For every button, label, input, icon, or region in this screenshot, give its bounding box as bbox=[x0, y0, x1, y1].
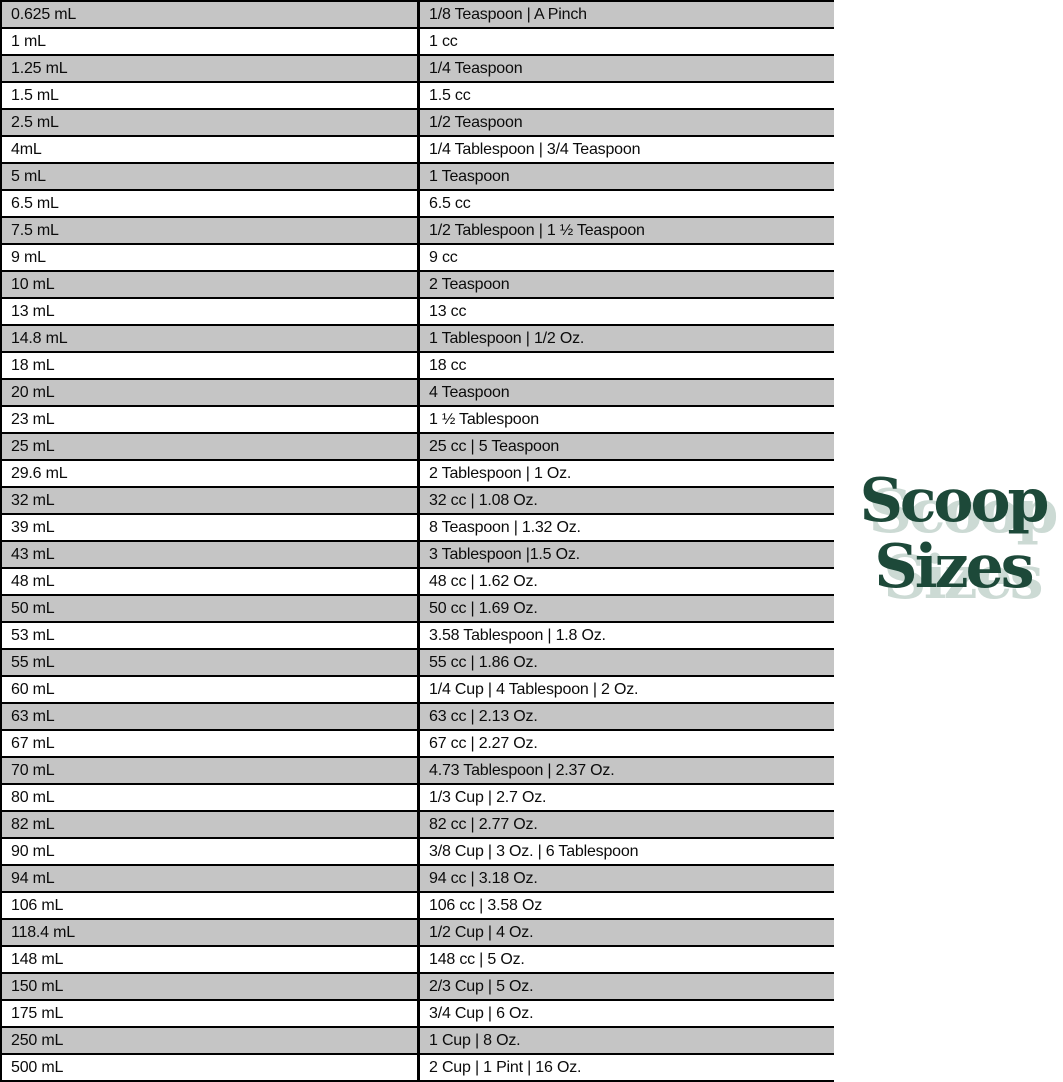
table-row bbox=[1, 514, 834, 541]
equivalent-cell: 106 cc | 3.58 Oz bbox=[419, 892, 835, 919]
table-row bbox=[1, 595, 834, 622]
equivalent-cell: 13 cc bbox=[419, 298, 835, 325]
table-row bbox=[1, 892, 834, 919]
table-row bbox=[1, 703, 834, 730]
table-row bbox=[1, 1054, 834, 1081]
equivalent-cell: 8 Teaspoon | 1.32 Oz. bbox=[419, 514, 835, 541]
equivalent-cell: 55 cc | 1.86 Oz. bbox=[419, 649, 835, 676]
milliliter-cell: 90 mL bbox=[1, 838, 419, 865]
table-row bbox=[1, 487, 834, 514]
milliliter-cell: 10 mL bbox=[1, 271, 419, 298]
equivalent-cell: 2 Tablespoon | 1 Oz. bbox=[419, 460, 835, 487]
table-row bbox=[1, 55, 834, 82]
equivalent-cell: 18 cc bbox=[419, 352, 835, 379]
milliliter-cell: 0.625 mL bbox=[1, 1, 419, 28]
table-row bbox=[1, 757, 834, 784]
table-row bbox=[1, 406, 834, 433]
equivalent-cell: 1/8 Teaspoon | A Pinch bbox=[419, 1, 835, 28]
equivalent-cell: 3/8 Cup | 3 Oz. | 6 Tablespoon bbox=[419, 838, 835, 865]
table-row bbox=[1, 730, 834, 757]
equivalent-cell: 3/4 Cup | 6 Oz. bbox=[419, 1000, 835, 1027]
equivalent-cell: 1/3 Cup | 2.7 Oz. bbox=[419, 784, 835, 811]
table-row bbox=[1, 190, 834, 217]
milliliter-cell: 63 mL bbox=[1, 703, 419, 730]
milliliter-cell: 250 mL bbox=[1, 1027, 419, 1054]
milliliter-cell: 4mL bbox=[1, 136, 419, 163]
milliliter-cell: 60 mL bbox=[1, 676, 419, 703]
equivalent-cell: 1/2 Teaspoon bbox=[419, 109, 835, 136]
milliliter-cell: 148 mL bbox=[1, 946, 419, 973]
table-row bbox=[1, 298, 834, 325]
milliliter-cell: 14.8 mL bbox=[1, 325, 419, 352]
equivalent-cell: 3.58 Tablespoon | 1.8 Oz. bbox=[419, 622, 835, 649]
table-row bbox=[1, 1000, 834, 1027]
milliliter-cell: 32 mL bbox=[1, 487, 419, 514]
table-row bbox=[1, 1027, 834, 1054]
equivalent-cell: 9 cc bbox=[419, 244, 835, 271]
milliliter-cell: 150 mL bbox=[1, 973, 419, 1000]
table-row bbox=[1, 136, 834, 163]
milliliter-cell: 48 mL bbox=[1, 568, 419, 595]
milliliter-cell: 106 mL bbox=[1, 892, 419, 919]
milliliter-cell: 5 mL bbox=[1, 163, 419, 190]
table-row bbox=[1, 433, 834, 460]
milliliter-cell: 39 mL bbox=[1, 514, 419, 541]
equivalent-cell: 50 cc | 1.69 Oz. bbox=[419, 595, 835, 622]
table-row bbox=[1, 784, 834, 811]
equivalent-cell: 1 ½ Tablespoon bbox=[419, 406, 835, 433]
milliliter-cell: 80 mL bbox=[1, 784, 419, 811]
equivalent-cell: 6.5 cc bbox=[419, 190, 835, 217]
equivalent-cell: 1/4 Cup | 4 Tablespoon | 2 Oz. bbox=[419, 676, 835, 703]
equivalent-cell: 1 cc bbox=[419, 28, 835, 55]
milliliter-cell: 94 mL bbox=[1, 865, 419, 892]
milliliter-cell: 7.5 mL bbox=[1, 217, 419, 244]
milliliter-cell: 82 mL bbox=[1, 811, 419, 838]
equivalent-cell: 148 cc | 5 Oz. bbox=[419, 946, 835, 973]
milliliter-cell: 50 mL bbox=[1, 595, 419, 622]
table-row bbox=[1, 460, 834, 487]
table-row bbox=[1, 676, 834, 703]
table-row bbox=[1, 325, 834, 352]
equivalent-cell: 4 Teaspoon bbox=[419, 379, 835, 406]
equivalent-cell: 1/4 Tablespoon | 3/4 Teaspoon bbox=[419, 136, 835, 163]
table-row bbox=[1, 838, 834, 865]
table-row bbox=[1, 271, 834, 298]
table-row bbox=[1, 622, 834, 649]
equivalent-cell: 1/2 Cup | 4 Oz. bbox=[419, 919, 835, 946]
milliliter-cell: 43 mL bbox=[1, 541, 419, 568]
table-row bbox=[1, 568, 834, 595]
milliliter-cell: 500 mL bbox=[1, 1054, 419, 1081]
table-row bbox=[1, 28, 834, 55]
logo-line-1: Scoop bbox=[859, 466, 1047, 536]
table-row bbox=[1, 244, 834, 271]
milliliter-cell: 175 mL bbox=[1, 1000, 419, 1027]
equivalent-cell: 1 Cup | 8 Oz. bbox=[419, 1027, 835, 1054]
milliliter-cell: 1.25 mL bbox=[1, 55, 419, 82]
milliliter-cell: 1.5 mL bbox=[1, 82, 419, 109]
equivalent-cell: 1.5 cc bbox=[419, 82, 835, 109]
equivalent-cell: 3 Tablespoon |1.5 Oz. bbox=[419, 541, 835, 568]
equivalent-cell: 82 cc | 2.77 Oz. bbox=[419, 811, 835, 838]
table-row bbox=[1, 163, 834, 190]
milliliter-cell: 1 mL bbox=[1, 28, 419, 55]
milliliter-cell: 53 mL bbox=[1, 622, 419, 649]
milliliter-cell: 118.4 mL bbox=[1, 919, 419, 946]
equivalent-cell: 32 cc | 1.08 Oz. bbox=[419, 487, 835, 514]
equivalent-cell: 1 Tablespoon | 1/2 Oz. bbox=[419, 325, 835, 352]
table-row bbox=[1, 946, 834, 973]
equivalent-cell: 1 Teaspoon bbox=[419, 163, 835, 190]
milliliter-cell: 2.5 mL bbox=[1, 109, 419, 136]
table-row bbox=[1, 82, 834, 109]
equivalent-cell: 94 cc | 3.18 Oz. bbox=[419, 865, 835, 892]
scoop-sizes-logo bbox=[843, 468, 1063, 600]
table-row bbox=[1, 352, 834, 379]
equivalent-cell: 2 Cup | 1 Pint | 16 Oz. bbox=[419, 1054, 835, 1081]
equivalent-cell: 1/4 Teaspoon bbox=[419, 55, 835, 82]
milliliter-cell: 13 mL bbox=[1, 298, 419, 325]
milliliter-cell: 67 mL bbox=[1, 730, 419, 757]
table-row bbox=[1, 919, 834, 946]
table-row bbox=[1, 1, 834, 28]
table-row bbox=[1, 973, 834, 1000]
equivalent-cell: 25 cc | 5 Teaspoon bbox=[419, 433, 835, 460]
logo-line-2: Sizes bbox=[874, 532, 1032, 602]
milliliter-cell: 55 mL bbox=[1, 649, 419, 676]
milliliter-cell: 9 mL bbox=[1, 244, 419, 271]
table-row bbox=[1, 379, 834, 406]
equivalent-cell: 2 Teaspoon bbox=[419, 271, 835, 298]
milliliter-cell: 29.6 mL bbox=[1, 460, 419, 487]
milliliter-cell: 6.5 mL bbox=[1, 190, 419, 217]
equivalent-cell: 1/2 Tablespoon | 1 ½ Teaspoon bbox=[419, 217, 835, 244]
milliliter-cell: 70 mL bbox=[1, 757, 419, 784]
table-row bbox=[1, 865, 834, 892]
milliliter-cell: 25 mL bbox=[1, 433, 419, 460]
table-row bbox=[1, 649, 834, 676]
equivalent-cell: 2/3 Cup | 5 Oz. bbox=[419, 973, 835, 1000]
table-row bbox=[1, 811, 834, 838]
milliliter-cell: 20 mL bbox=[1, 379, 419, 406]
equivalent-cell: 4.73 Tablespoon | 2.37 Oz. bbox=[419, 757, 835, 784]
milliliter-cell: 23 mL bbox=[1, 406, 419, 433]
equivalent-cell: 63 cc | 2.13 Oz. bbox=[419, 703, 835, 730]
table-row bbox=[1, 109, 834, 136]
equivalent-cell: 67 cc | 2.27 Oz. bbox=[419, 730, 835, 757]
table-row bbox=[1, 541, 834, 568]
equivalent-cell: 48 cc | 1.62 Oz. bbox=[419, 568, 835, 595]
milliliter-cell: 18 mL bbox=[1, 352, 419, 379]
table-row bbox=[1, 217, 834, 244]
